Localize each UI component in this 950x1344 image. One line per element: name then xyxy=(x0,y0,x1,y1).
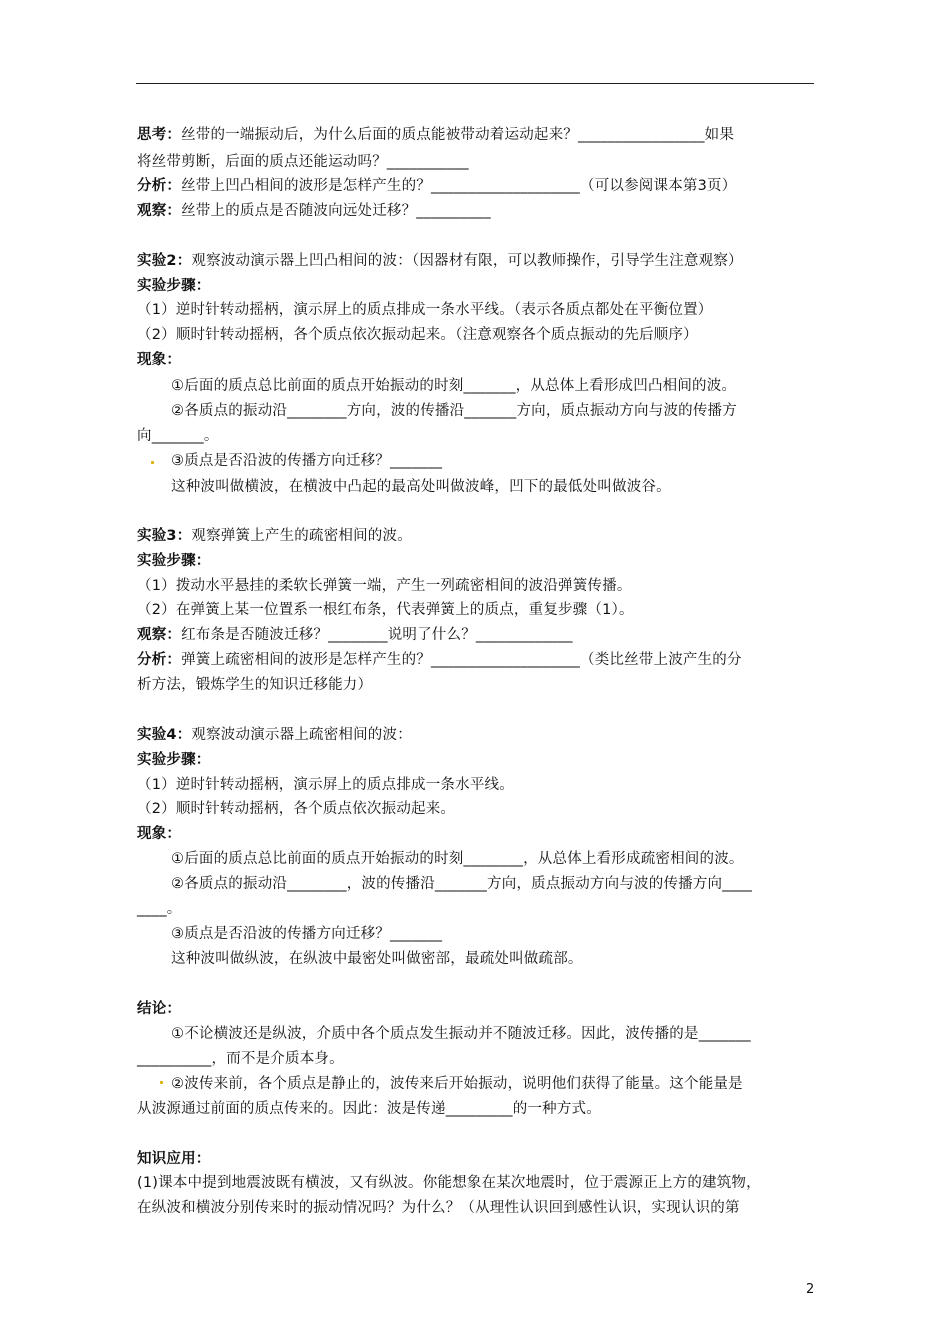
exp4-phenomenon-1: ①后面的质点总比前面的质点开始振动的时刻________，从总体上看形成疏密相间的波。 xyxy=(171,851,744,867)
conclusion-1a: ①不论横波还是纵波，介质中各个质点发生振动并不随波迁移。因此，波传播的是_______ xyxy=(171,1026,751,1042)
exp4-phenomenon-3: ③质点是否沿波的传播方向迁移？_______ xyxy=(171,926,443,942)
exp2-phenomenon-1: ①后面的质点总比前面的质点开始振动的时刻_______，从总体上看形成凹凸相间的波。 xyxy=(171,378,737,394)
think-line-1: 思考：丝带的一端振动后，为什么后面的质点能被带动着运动起来？_________________如果 xyxy=(137,127,735,143)
exp4-steps-label: 实验步骤： xyxy=(137,752,211,768)
conclusion-2b: 从波源通过前面的质点传来的。因此：波是传递_________的一种方式。 xyxy=(137,1101,601,1117)
exp3-step-2: （2）在弹簧上某一位置系一根红布条，代表弹簧上的质点，重复步骤（1）。 xyxy=(137,602,634,618)
exp2-phenomenon-label: 现象： xyxy=(137,352,182,368)
exp3-step-1: （1）拨动水平悬挂的柔软长弹簧一端，产生一列疏密相间的波沿弹簧传播。 xyxy=(137,578,632,594)
exp2-steps-label: 实验步骤： xyxy=(137,278,211,294)
analysis-label: 分析： xyxy=(137,178,182,194)
exp3-steps-label: 实验步骤： xyxy=(137,553,211,569)
scan-mark xyxy=(160,1081,163,1084)
application-label: 知识应用： xyxy=(137,1151,211,1167)
application-2: 在纵波和横波分别传来时的振动情况吗？为什么？（从理性认识回到感性认识，实现认识的第 xyxy=(137,1200,740,1216)
application-1: (1)课本中提到地震波既有横波，又有纵波。你能想象在某次地震时，位于震源正上方的建筑物， xyxy=(137,1175,761,1191)
exp4-step-1: （1）逆时针转动摇柄，演示屏上的质点排成一条水平线。 xyxy=(137,777,514,793)
conclusion-label: 结论： xyxy=(137,1001,182,1017)
exp4-step-2: （2）顺时针转动摇柄，各个质点依次振动起来。 xyxy=(137,801,456,817)
exp4-phenomenon-label: 现象： xyxy=(137,826,182,842)
exp2-phenomenon-4: 这种波叫做横波，在横波中凸起的最高处叫做波峰，凹下的最低处叫做波谷。 xyxy=(171,479,671,495)
exp4-phenomenon-2b: ____。 xyxy=(137,901,182,917)
exp3-analysis-2: 析方法，锻炼学生的知识迁移能力） xyxy=(137,677,373,693)
conclusion-1b: __________，而不是介质本身。 xyxy=(137,1051,344,1067)
exp3-title: 实验3：观察弹簧上产生的疏密相间的波。 xyxy=(137,528,412,544)
exp2-phenomenon-2b: 向_______。 xyxy=(137,428,219,444)
exp4-phenomenon-4: 这种波叫做纵波，在纵波中最密处叫做密部，最疏处叫做疏部。 xyxy=(171,951,583,967)
analysis-line: 分析：丝带上凹凸相间的波形是怎样产生的？____________________（可以参阅课本第3页） xyxy=(137,178,737,194)
exp2-phenomenon-2a: ②各质点的振动沿________方向，波的传播沿_______方向，质点振动方向与波的传播方 xyxy=(171,403,737,419)
exp2-step-2: （2）顺时针转动摇柄，各个质点依次振动起来。（注意观察各个质点振动的先后顺序） xyxy=(137,327,698,343)
exp2-phenomenon-3: ③质点是否沿波的传播方向迁移？_______ xyxy=(171,453,443,469)
exp3-observe: 观察：红布条是否随波迁移？________说明了什么？_____________ xyxy=(137,627,573,643)
exp2-step-1: （1）逆时针转动摇柄，演示屏上的质点排成一条水平线。（表示各质点都处在平衡位置） xyxy=(137,302,713,318)
conclusion-2a: ②波传来前，各个质点是静止的，波传来后开始振动，说明他们获得了能量。这个能量是 xyxy=(171,1076,743,1092)
page-number: 2 xyxy=(806,1282,815,1297)
exp4-phenomenon-2a: ②各质点的振动沿________，波的传播沿_______方向，质点振动方向与波的传播方向____ xyxy=(171,876,753,892)
observe-label: 观察： xyxy=(137,203,182,219)
exp2-title: 实验2：观察波动演示器上凹凸相间的波：（因器材有限，可以教师操作，引导学生注意观察） xyxy=(137,253,743,269)
think-line-2: 将丝带剪断，后面的质点还能运动吗？___________ xyxy=(137,154,469,170)
observe-line: 观察：丝带上的质点是否随波向远处迁移？__________ xyxy=(137,203,491,219)
exp4-title: 实验4：观察波动演示器上疏密相间的波： xyxy=(137,727,412,743)
think-label: 思考： xyxy=(137,127,182,143)
scan-mark xyxy=(151,461,154,464)
exp3-analysis-1: 分析：弹簧上疏密相间的波形是怎样产生的？____________________（类比丝带上波产生的分 xyxy=(137,652,742,668)
header-rule xyxy=(136,83,814,84)
